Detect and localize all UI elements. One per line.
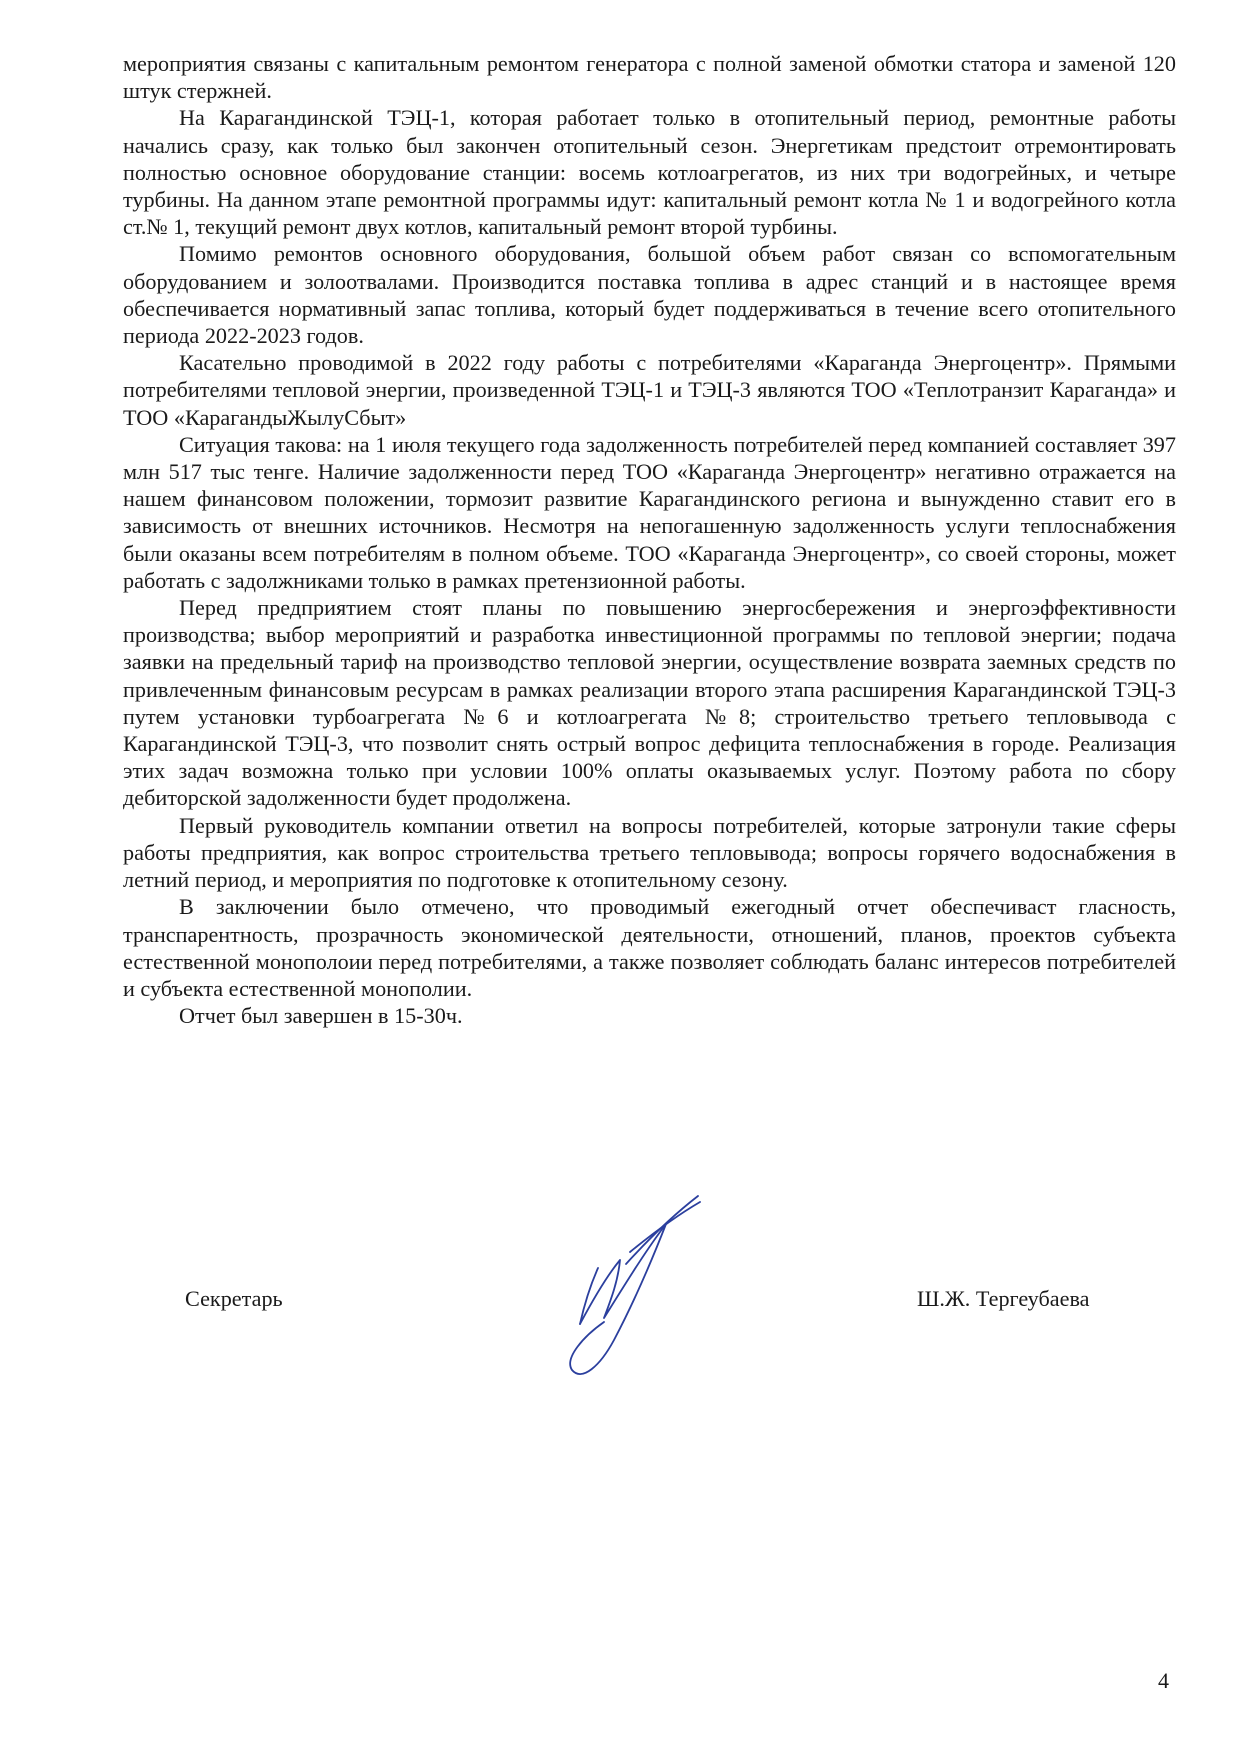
- paragraph-tec1-repairs: На Карагандинской ТЭЦ-1, которая работает только в отопительный период, ремонтные работы начались сразу, как только был закончен отопительный сезон. Энергетикам предстоит отремонтировать полностью основное оборудование станции: восемь котлоагрегатов, из них три водогрейных, и четыре турбины. На данном этапе ремонтной программы идут: капитальный ремонт котла № 1 и водогрейного котла ст.№ 1, текущий ремонт двух котлов, капитальный ремонт второй турбины.: [123, 105, 1176, 240]
- paragraph-conclusion: В заключении было отмечено, что проводимый ежегодный отчет обеспечиваст гласность, транспарентность, прозрачность экономической деятельности, отношений, планов, проектов субъекта естественной монополоии перед потребителями, а также позволяет соблюдать баланс интересов потребителей и субъекта естественной монополии.: [123, 894, 1176, 1001]
- paragraph-continuation: мероприятия связаны с капитальным ремонтом генератора с полной заменой обмотки статора и заменой 120 штук стержней.: [123, 51, 1176, 104]
- paragraph-auxiliary-equipment: Помимо ремонтов основного оборудования, большой объем работ связан со вспомогательным оборудованием и золоотвалами. Производится поставка топлива в адрес станций и в настоящее время обеспечивается нормативный запас топлива, который будет поддерживаться в течение всего отопительного периода 2022-2023 годов.: [123, 241, 1176, 349]
- handwritten-signature: [560, 1190, 780, 1390]
- paragraph-plans: Перед предприятием стоят планы по повышению энергосбережения и энергоэффективности производства; выбор мероприятий и разработка инвестиционной программы по тепловой энергии; подача заявки на предельный тариф на производство тепловой энергии, осуществление возврата заемных средств по привлеченным финансовым ресурсам в рамках реализации второго этапа расширения Карагандинской ТЭЦ-3 путем установки турбоагрегата №6 и котлоагрегата №8; строительство третьего тепловывода с Карагандинской ТЭЦ-3, что позволит снять острый вопрос дефицита теплоснабжения в городе. Реализация этих задач возможна только при условии 100% оплаты оказываемых услуг. Поэтому работа по сбору дебиторской задолженности будет продолжена.: [123, 595, 1176, 811]
- paragraph-questions: Первый руководитель компании ответил на вопросы потребителей, которые затронули такие сферы работы предприятия, как вопрос строительства третьего тепловывода; вопросы горячего водоснабжения в летний период, и мероприятия по подготовке к отопительному сезону.: [123, 812, 1176, 893]
- paragraph-end-time: Отчет был завершен в 15-30ч.: [179, 1003, 463, 1029]
- paragraph-consumers: Касательно проводимой в 2022 году работы с потребителями «Караганда Энергоцентр». Прямыми потребителями тепловой энергии, произведенной ТЭЦ-1 и ТЭЦ-3 являются ТОО «Теплотранзит Караганда» и ТОО «КарагандыЖылуСбыт»: [123, 350, 1176, 430]
- paragraph-debt-situation: Ситуация такова: на 1 июля текущего года задолженность потребителей перед компанией составляет 397 млн 517 тыс тенге. Наличие задолженности перед ТОО «Караганда Энергоцентр» негативно отражается на нашем финансовом положении, тормозит развитие Карагандинского региона и вынужденно ставит его в зависимость от внешних источников. Несмотря на непогашенную задолженность услуги теплоснабжения были оказаны всем потребителям в полном объеме. ТОО «Караганда Энергоцентр», со своей стороны, может работать с задолжниками только в рамках претензионной работы.: [123, 431, 1176, 593]
- document-body: [123, 50, 1176, 1029]
- signatory-name: Ш.Ж. Тергеубаева: [917, 1286, 1090, 1311]
- page-number: 4: [1158, 1668, 1169, 1693]
- signatory-role: Секретарь: [185, 1286, 283, 1311]
